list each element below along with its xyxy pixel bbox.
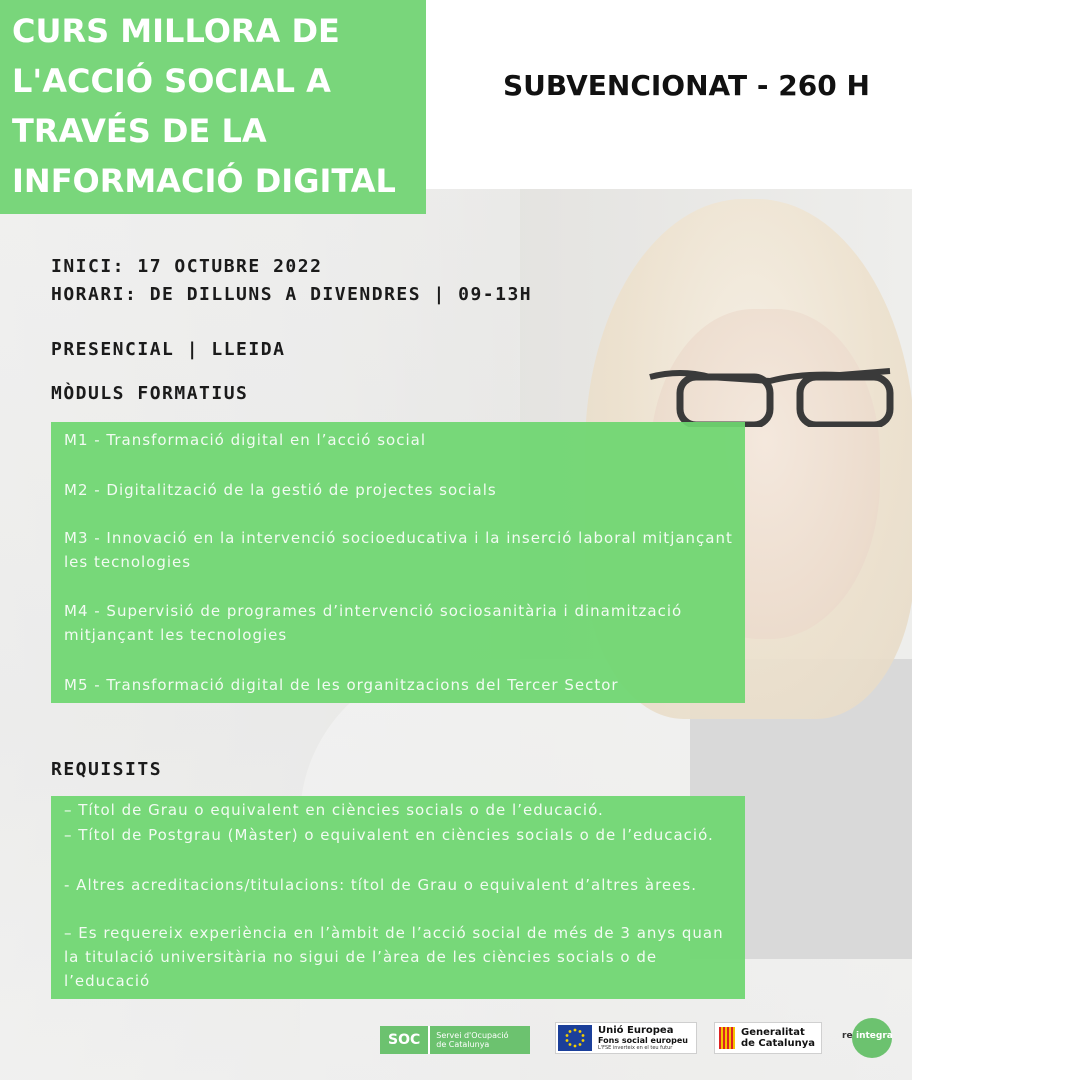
soc-logo-word: SOC	[380, 1026, 430, 1054]
modules-panel	[51, 422, 745, 703]
requirements-heading: REQUISITS	[51, 759, 163, 780]
title-line: CURS MILLORA DE	[12, 12, 340, 50]
eu-logo-text	[592, 1025, 688, 1051]
module-item: M4 - Supervisió de programes d’intervenció sociosanitària i dinamització mitjançant les tecnologies	[64, 602, 683, 644]
soc-logo-subtitle-line: de Catalunya	[436, 1040, 490, 1049]
generalitat-logo-text	[735, 1027, 815, 1049]
eu-logo-line: L'FSE inverteix en el teu futur	[598, 1045, 673, 1051]
requirement-item: – Es requereix experiència en l’àmbit de l’acció social de més de 3 anys quan la titulació universitària no sigui de l’àrea de les ciències socials o de l’educació	[64, 924, 724, 990]
reintegra-logo-prefix: re	[842, 1031, 853, 1041]
requirement-item: – Títol de Grau o equivalent en ciències socials o de l’educació.	[64, 801, 604, 819]
reintegra-logo-word: integra	[856, 1031, 893, 1041]
start-date: INICI: 17 OCTUBRE 2022	[51, 256, 323, 277]
generalitat-logo	[714, 1022, 822, 1054]
subsidy-hours: SUBVENCIONAT - 260 H	[503, 69, 870, 102]
generalitat-logo-line: Generalitat	[741, 1027, 805, 1038]
eu-flag-icon	[558, 1025, 592, 1051]
course-title	[12, 6, 417, 206]
title-line: L'ACCIÓ SOCIAL A	[12, 62, 331, 100]
reintegra-logo	[838, 1018, 894, 1058]
module-item: M3 - Innovació en la intervenció socioeducativa i la inserció laboral mitjançant les tecnologies	[64, 529, 733, 571]
requirement-item: - Altres acreditacions/titulacions: títol de Grau o equivalent d’altres àrees.	[64, 876, 697, 894]
module-item: M5 - Transformació digital de les organitzacions del Tercer Sector	[64, 676, 619, 694]
senyera-icon	[719, 1027, 735, 1049]
photo-glasses	[640, 337, 900, 427]
schedule: HORARI: DE DILLUNS A DIVENDRES | 09-13H	[51, 284, 533, 305]
eu-logo-line: Fons social europeu	[598, 1036, 688, 1045]
mode-location: PRESENCIAL | LLEIDA	[51, 339, 286, 360]
soc-logo-subtitle	[430, 1031, 508, 1049]
requirement-item: – Títol de Postgrau (Màster) o equivalent en ciències socials o de l’educació.	[64, 826, 714, 844]
soc-logo	[380, 1026, 530, 1054]
module-item: M1 - Transformació digital en l’acció social	[64, 431, 426, 449]
eu-logo	[555, 1022, 697, 1054]
generalitat-logo-line: de Catalunya	[741, 1038, 815, 1049]
soc-logo-subtitle-line: Servei d'Ocupació	[436, 1031, 509, 1040]
requirements-panel	[51, 796, 745, 999]
title-line: TRAVÉS DE LA	[12, 112, 267, 150]
eu-logo-line: Unió Europea	[598, 1025, 674, 1036]
modules-heading: MÒDULS FORMATIUS	[51, 383, 249, 404]
module-item: M2 - Digitalització de la gestió de projectes socials	[64, 481, 497, 499]
title-line: INFORMACIÓ DIGITAL	[12, 162, 396, 200]
title-box	[0, 0, 426, 214]
